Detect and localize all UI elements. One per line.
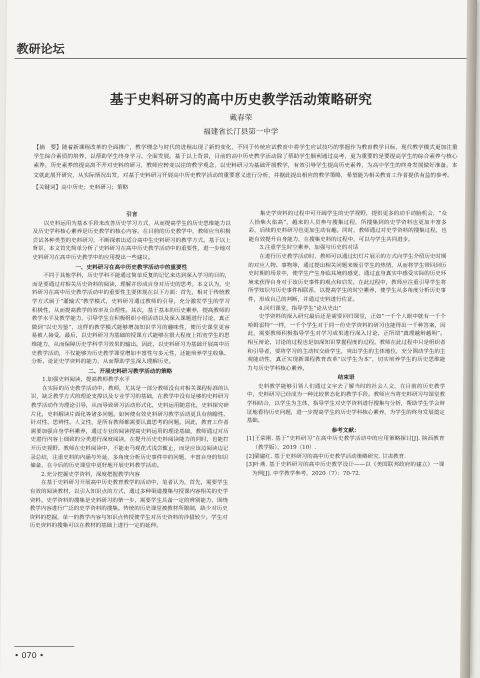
body-paragraph: 不同于其他学科，历史学科不能通过简单反复的记忆来达到深入学习的目的，而是要通过对相关历史资料的阅读、理解并形成自身对历史的思考。本文认为，史料研习在高中历史教学活动中的重要性主要体现在以下方面：首先，相对于传统教学方式属于“灌输式”教学模式，史料研习通过教师的引导，充分激发学生的学习积极性，从而提高教学的效率及合理性。其次，基于基本的历史素养，提高教师的教学水平及教学能力，引导学生在积极组织小组活动以及深入课题进行讨论，真正做到“以史为鉴”，这样的教学模式能够增加知识学习的趣味性，使历史课堂更容易被人接受。最后，以史料研习为基础的授课方式能够在很大程度上拓宽学生的思维能力，从而保障历史学科学习效果的输出。因此，以史料研习为基础开展高中历史教学活动，不仅能够为历史教学课堂增加丰富性与多元性，还能培养学生收集、分析、论证史学资料的能力，从而帮助学生深入理解历史。 [31,273,231,366]
subsection-heading: 3.注重学生时空素养，加强与历史的对话 [259,245,359,252]
keywords: 【关键词】高中历史；史料研习；策略 [33,185,129,191]
body-paragraph: 集史学资料的过程中可开阔学生的史学视野，提供更多的动手动脑机会，“众人拾柴火焰高”，越来的人员参与搜集过程，所搜集到的史学资料也更加丰富多彩，后续的史料研习也更加生动有趣。同时，教师通过对史学资料的搜集过程，也能有效提升自身能力，在搜集史料的过程中，可以与学生共同进步。 [248,211,447,243]
article-author: 戴春荣 [229,113,253,122]
article-affiliation: 福建省长汀县第一中学 [203,127,279,136]
section-heading: 参考文献： [331,427,360,434]
section-heading: 引言 [126,212,138,218]
abstract: 【摘 要】随着新课程改革的全面推广，教学理念与时代的进程出现了新的变化，不同于传统应试教育中将学生应试技巧的掌握作为教育教学目标，现代教学模式更加注重学生综合素质的培养，以帮助学生终身学习、全面发展。基于以上背景，目前的高中历史教学活动除了帮助学生顺利通过高考，更为重要的是要提高学生的综合素养与核心素养。历史素养的提高离不开对史料的研习，教师应转变以往的教学观念，以史料研习为基础开展教学，有效引导学生提高历史素养，为高中学生的终身发展做好准备。本文就此展开研究，从实际情况出发，对基于史料研习开展高中历史教学活动的重要意义进行分析，并据此提出相应的教学策略，希望能为相关教育工作者提供有益的参考。 [33,145,458,179]
header-rule [14,58,476,59]
body-paragraph: 在基于史料研习开展高中历史教育教学的活动中，笔者认为，首先，需要学生有效的阅读教材，以引入知识点的方式，通过多种渠道搜集与授课内容相关的史学资料。史学资料的搜集是史料研习的第一步，需要学生具备一定的辨别能力，围绕教学内容进行广泛的史学资料的搜集。传统的历史课堂被教材所限制，缺少对历史资料的挖掘，单一的教学内容与知识点传授使学生对历史资料的涉猎较少。学生对历史资料的搜集可以在教材的基础上进行一定的延伸。 [29,480,229,530]
section-heading: 二、开展史料研习教学活动的策略 [88,368,173,375]
subsection-heading: 4.回归课堂，指导学生“论从史出” [258,305,342,312]
reference-item: [2]梁建红. 基于史料研习的高中历史教学活动策略研究. 甘肃教育. [246,453,406,460]
body-paragraph: 在实际的历史教学活动中，教师，尤其是一部分教师没有对相关课程标准的认识，缺乏教学方式的理论支撑以及专业学习的基础，在教学中没有足够的史料研习教学活动作为理论引导，从而导致研习活动形式化，史料运用随意化，史料探究碎片化，史料解读片面化等诸多问题。如何使有效史料研习教学活动更具有前瞻性、针对性、思辨性、人文性，是所有教师都需要认真思考的问题。因此，教育工作者需要加强自身学科素养，通过专业的阅读提高史料运用的理论基础，教师通过对历史进行内容上细致的分类进行深度阅读，在提升历史史料阅读能力的同时，也能打开历史视野。教师在史料阅读中，不能走马观花式浅尝辄止，而是应该边阅读边记录总结，注重史料的内涵与外延，多角度分析历史事件中的问题，丰富自身的知识储备，在今后的历史课堂中更好地开展史料教学活动。 [30,385,230,470]
page-number: • 070 • [14,651,45,660]
right-column [246,210,447,478]
footer-rule [14,646,74,647]
reference-item: [1]王荣刚. 基于“史料研习”在高中历史教学活动中的应用策略探讨[J]. 陕西教育（教学版），2019（10）. [246,436,445,452]
section-label: 教研论坛 [16,42,65,56]
body-paragraph: 以史料运用为基本手段来改善历史学习方式，从而提高学生的历史思维能力以及历史学科核心素养是历史教学的核心内容。在目前的历史教学中，教师应当积极尝试各种类型的史料研习，不断探索出适合高中生史料研习的教学方式。基于以上背景，本文首先简单分析了史料研习在高中历史教学活动中的重要性，进一步地对史料研习在高中历史教学中的应用提出一些建议。 [32,220,231,261]
subsection-heading: 1.加强史料阅读，提高教师教学水平 [42,377,130,384]
left-column [30,210,231,531]
body-paragraph: 史料教学能够引领人们通过文字去了解当时的社会人文，在目前的历史教学中，史料研习已经成为一种比较常态化的教学手段。教师应当将史料研习与课堂教学相结合，以学生为主体，指导学生对史学资料进行搜集与分析，帮助学生学会辩证地看待历史问题，进一步提高学生的历史学科核心素养，为学生的终身发展奠定基础。 [246,383,446,425]
section-heading: 一、史料研习在高中历史教学活动中的重要性 [75,264,188,271]
body-paragraph: 史学资料的深入研究最后还是需要回归课堂，正如“一千个人眼中就有一千个哈姆雷特”一样，一千个学生对于同一份史学资料的研习也能得出一千种答案，因此，需要教师积极指导学生对学习成果进行深入讨论，正所谓“真理越辩越明”。相互辩论、讨论的过程也是加深知识掌握程度的过程。教师在此过程中只是组织者和引导者，要将学习的主动权交给学生，突出学生的主体地位，充分调动学生的主观能动性，真正实现新课程教育改革“以学生为本”，切实培养学生的历史思维能力与历史学科核心素养。 [247,314,446,372]
subsection-heading: 2.充分挖掘史学资料，深度把握教学内容 [41,471,140,478]
body-paragraph: 在进行历史教学活动时，教师可以通过幻灯片展示的方式向学生介绍历史时期的对应人物、事物等，通过提出相关问题来吸引学生的热情，从而将学生带回到历史时期的场景中，使学生产生身临其境的感觉，通过直身真实中感受实际的历史环境来获得自身对于该历史事件的观点和启发。在此过程中，教师应注重引导学生将所学知识与历史事件相联系，以提高学生的时空素养，使学生从多角度分析历史事件，形成自己的判断，并通过史料进行佐证。 [247,253,447,303]
reference-item: [3]叶燕. 基于史料研习的高中历史教学设计——以《美国联邦政府的建立》一课为例[J]. 中学教学参考，2020（7）：70-72. [246,462,445,477]
section-heading: 结束语 [337,375,355,382]
article-title: 基于史料研习的高中历史教学活动策略研究 [109,92,373,108]
